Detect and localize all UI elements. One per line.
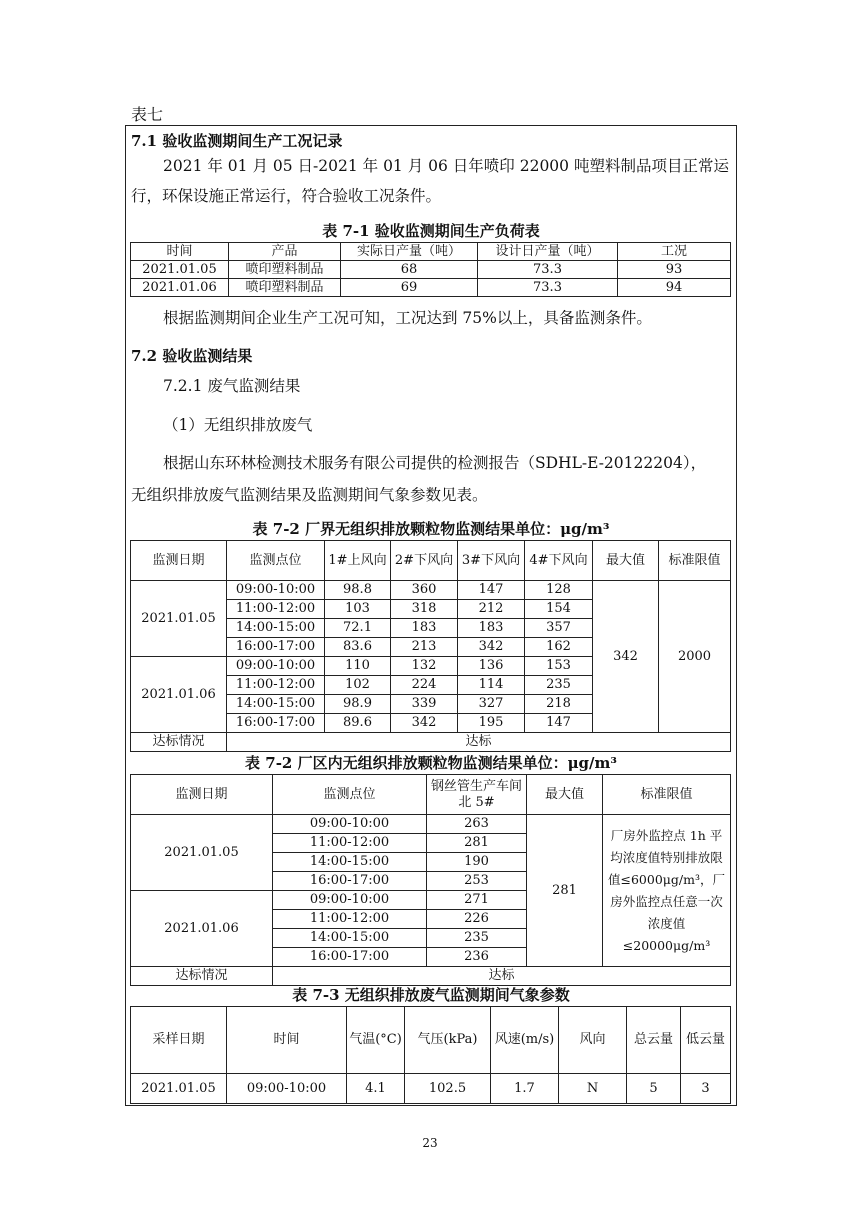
table-cell: 09:00-10:00 (227, 1074, 347, 1104)
header-cell: 低云量 (681, 1007, 731, 1074)
table-cell: 339 (391, 695, 458, 714)
header-cell: 2#下风向 (391, 541, 458, 581)
table-cell: 263 (427, 815, 527, 834)
date-cell: 2021.01.05 (131, 815, 273, 891)
status-label: 达标情况 (131, 967, 273, 986)
table-cell: 11:00-12:00 (227, 676, 325, 695)
table-cell: 3 (681, 1074, 731, 1104)
table-cell: 73.3 (478, 279, 618, 297)
table-cell: 236 (427, 948, 527, 967)
table-cell: 14:00-15:00 (227, 695, 325, 714)
table-cell: 147 (458, 581, 525, 600)
status-value: 达标 (227, 733, 731, 752)
table-cell: 喷印塑料制品 (229, 279, 341, 297)
table-cell: 342 (391, 714, 458, 733)
header-cell: 总云量 (627, 1007, 681, 1074)
max-value-cell: 342 (593, 581, 659, 733)
table-cell: 213 (391, 638, 458, 657)
table-cell: 16:00-17:00 (227, 714, 325, 733)
table-cell: 2021.01.05 (131, 1074, 227, 1104)
table-cell: 114 (458, 676, 525, 695)
header-cell: 采样日期 (131, 1007, 227, 1074)
table-header-row (131, 243, 731, 261)
status-value: 达标 (273, 967, 731, 986)
date-cell: 2021.01.06 (131, 657, 227, 733)
table-cell: 11:00-12:00 (273, 834, 427, 853)
date-cell: 2021.01.06 (131, 891, 273, 967)
limit-value-cell: 2000 (659, 581, 731, 733)
table-row (131, 581, 731, 600)
table-cell: 09:00-10:00 (227, 657, 325, 676)
table-cell: 183 (391, 619, 458, 638)
header-cell: 实际日产量（吨） (341, 243, 478, 261)
table-cell: 喷印塑料制品 (229, 261, 341, 279)
heading-7-1: 7.1 验收监测期间生产工况记录 (131, 132, 343, 150)
table-cell: 94 (618, 279, 731, 297)
table-cell: 103 (325, 600, 391, 619)
table-cell: 327 (458, 695, 525, 714)
table-cell: 318 (391, 600, 458, 619)
header-cell: 监测点位 (273, 775, 427, 815)
para-7-1-line1: 2021 年 01 月 05 日-2021 年 01 月 06 日年喷印 22000 吨塑料制品项目正常运 (163, 157, 729, 175)
table-cell: 360 (391, 581, 458, 600)
header-cell: 监测日期 (131, 541, 227, 581)
header-cell: 钢丝管生产车间北 5# (427, 775, 527, 815)
table-cell: 98.9 (325, 695, 391, 714)
table-cell: 14:00-15:00 (273, 853, 427, 872)
header-cell: 1#上风向 (325, 541, 391, 581)
table-cell: 14:00-15:00 (227, 619, 325, 638)
table-cell: 235 (427, 929, 527, 948)
header-cell: 最大值 (527, 775, 603, 815)
table-row (131, 815, 731, 834)
table-cell: 132 (391, 657, 458, 676)
status-label: 达标情况 (131, 733, 227, 752)
table-cell: 09:00-10:00 (227, 581, 325, 600)
section-label: 表七 (131, 105, 164, 124)
table-cell: 235 (525, 676, 593, 695)
table-cell: 226 (427, 910, 527, 929)
table-cell: 212 (458, 600, 525, 619)
table-cell: 195 (458, 714, 525, 733)
table-header-row (131, 1007, 731, 1074)
table-cell: 09:00-10:00 (273, 815, 427, 834)
header-cell: 监测点位 (227, 541, 325, 581)
limit-value-cell: 厂房外监控点 1h 平均浓度值特别排放限值≤6000μg/m³，厂房外监控点任意一次浓度值≤20000μg/m³ (603, 815, 731, 967)
table-cell: 09:00-10:00 (273, 891, 427, 910)
table-cell: 224 (391, 676, 458, 695)
table-cell: 110 (325, 657, 391, 676)
table-cell: 72.1 (325, 619, 391, 638)
header-cell: 时间 (227, 1007, 347, 1074)
table-cell: 218 (525, 695, 593, 714)
para-7-2-line2: 无组织排放废气监测结果及监测期间气象参数见表。 (131, 486, 488, 504)
status-row (131, 733, 731, 752)
table-cell: 147 (525, 714, 593, 733)
table-7-1 (130, 242, 731, 297)
page-number: 23 (422, 1136, 438, 1150)
table-cell: 342 (458, 638, 525, 657)
table-cell: 2021.01.05 (131, 261, 229, 279)
status-row (131, 967, 731, 986)
date-cell: 2021.01.05 (131, 581, 227, 657)
subheading-7-2-1: 7.2.1 废气监测结果 (163, 377, 301, 395)
header-cell: 标准限值 (603, 775, 731, 815)
table-row (131, 261, 731, 279)
table-header-row (131, 541, 731, 581)
header-cell: 4#下风向 (525, 541, 593, 581)
table-cell: 98.8 (325, 581, 391, 600)
para-7-1-conclusion: 根据监测期间企业生产工况可知，工况达到 75%以上，具备监测条件。 (163, 309, 652, 327)
header-cell: 标准限值 (659, 541, 731, 581)
header-cell: 工况 (618, 243, 731, 261)
subheading-fugitive: （1）无组织排放废气 (163, 416, 313, 434)
table-cell: 69 (341, 279, 478, 297)
header-cell: 3#下风向 (458, 541, 525, 581)
table-7-2a (130, 540, 731, 752)
table-row (131, 279, 731, 297)
table-cell: 11:00-12:00 (227, 600, 325, 619)
table-cell: 162 (525, 638, 593, 657)
header-cell: 气压(kPa) (405, 1007, 491, 1074)
table-cell: 16:00-17:00 (273, 948, 427, 967)
table-cell: 5 (627, 1074, 681, 1104)
table-cell: 128 (525, 581, 593, 600)
table-cell: 4.1 (347, 1074, 405, 1104)
table-7-3 (130, 1006, 731, 1104)
para-7-1-line2: 行，环保设施正常运行，符合验收工况条件。 (131, 187, 442, 205)
table-cell: 68 (341, 261, 478, 279)
heading-7-2: 7.2 验收监测结果 (131, 347, 253, 365)
table-cell: 190 (427, 853, 527, 872)
table-cell: 14:00-15:00 (273, 929, 427, 948)
table-cell: 1.7 (491, 1074, 559, 1104)
table-7-2b-caption: 表 7-2 厂区内无组织排放颗粒物监测结果单位：μg/m³ (245, 754, 617, 772)
header-cell: 风速(m/s) (491, 1007, 559, 1074)
table-7-1-caption: 表 7-1 验收监测期间生产负荷表 (322, 222, 540, 240)
table-cell: 16:00-17:00 (273, 872, 427, 891)
table-cell: 271 (427, 891, 527, 910)
table-cell: 83.6 (325, 638, 391, 657)
header-cell: 风向 (559, 1007, 627, 1074)
table-cell: 73.3 (478, 261, 618, 279)
header-cell: 气温(°C) (347, 1007, 405, 1074)
para-7-2-line1: 根据山东环林检测技术服务有限公司提供的检测报告（SDHL-E-20122204）， (163, 454, 707, 472)
table-cell: 11:00-12:00 (273, 910, 427, 929)
table-cell: 89.6 (325, 714, 391, 733)
table-cell: 154 (525, 600, 593, 619)
table-7-2b (130, 774, 731, 986)
table-cell: 2021.01.06 (131, 279, 229, 297)
table-header-row (131, 775, 731, 815)
header-cell: 设计日产量（吨） (478, 243, 618, 261)
table-7-3-caption: 表 7-3 无组织排放废气监测期间气象参数 (292, 986, 570, 1004)
table-cell: 93 (618, 261, 731, 279)
table-cell: 16:00-17:00 (227, 638, 325, 657)
table-cell: 136 (458, 657, 525, 676)
table-cell: 102 (325, 676, 391, 695)
table-cell: 253 (427, 872, 527, 891)
max-value-cell: 281 (527, 815, 603, 967)
header-cell: 时间 (131, 243, 229, 261)
table-cell: 102.5 (405, 1074, 491, 1104)
header-cell: 最大值 (593, 541, 659, 581)
table-7-2a-caption: 表 7-2 厂界无组织排放颗粒物监测结果单位：μg/m³ (252, 520, 610, 538)
header-cell: 产品 (229, 243, 341, 261)
table-cell: 153 (525, 657, 593, 676)
table-cell: 183 (458, 619, 525, 638)
table-cell: 281 (427, 834, 527, 853)
table-cell: N (559, 1074, 627, 1104)
header-cell: 监测日期 (131, 775, 273, 815)
table-cell: 357 (525, 619, 593, 638)
table-row (131, 1074, 731, 1104)
